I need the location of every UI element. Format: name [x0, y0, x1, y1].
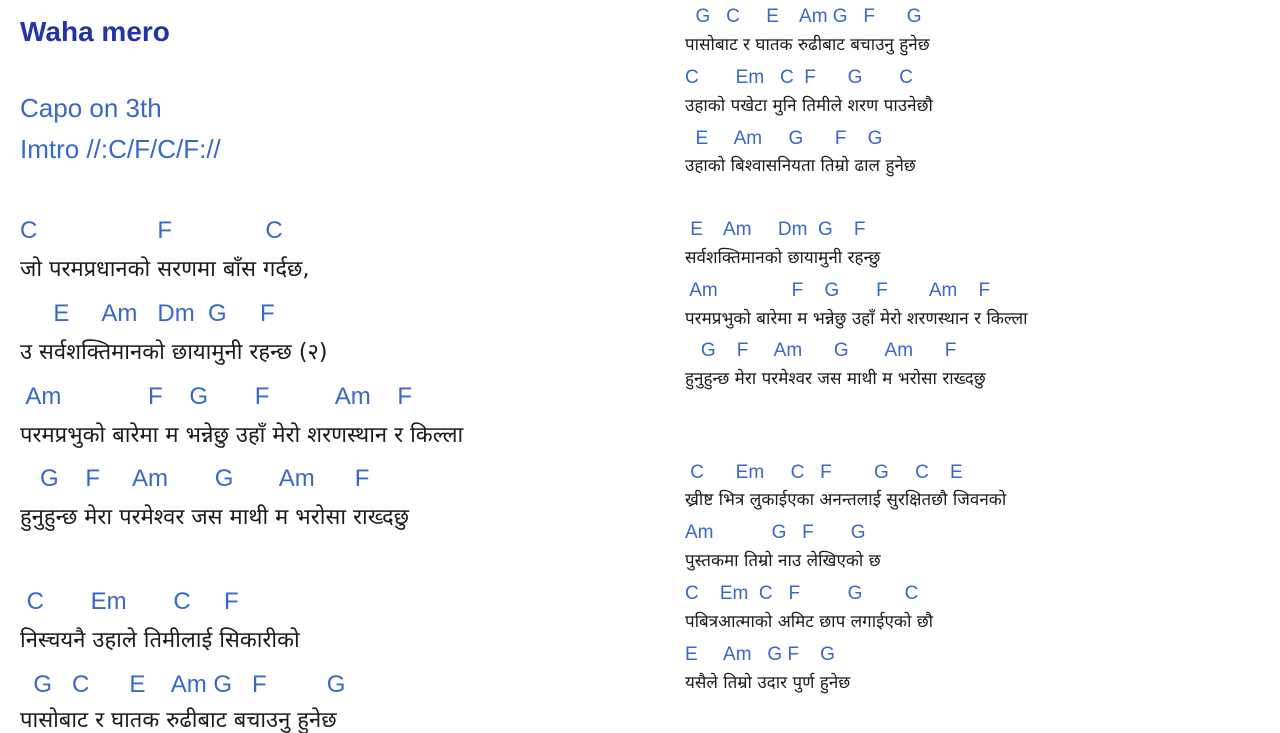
lyric-line: जो परमप्रधानको सरणमा बाँस गर्दछ,	[20, 257, 310, 282]
chord-line: E Am Dm G F	[20, 300, 275, 327]
chord-line: C Em C F G C E	[685, 462, 963, 483]
lyric-line-cut-off: पासोबाट र घातक रुढीबाट बचाउनु हुनेछ	[20, 708, 337, 733]
lyric-line: निस्चयनै उहाले तिमीलाई सिकारीको	[20, 628, 300, 653]
intro-line: Imtro //:C/F/C/F://	[20, 134, 221, 164]
chord-line: E Am G F G	[685, 128, 883, 149]
lyric-line: पबित्रआत्माको अमिट छाप लगाईएको छौ	[685, 612, 934, 632]
lyric-line: उ सर्वशक्तिमानको छायामुनी रहन्छ (२)	[20, 340, 328, 365]
lyric-line: उहाको बिश्वासनियता तिम्रो ढाल हुनेछ	[685, 156, 916, 176]
chord-line: C Em C F G C	[685, 67, 914, 88]
lyric-line: पुस्तकमा तिम्रो नाउ लेखिएको छ	[685, 551, 881, 571]
chord-line: Am F G F Am F	[685, 280, 991, 301]
chord-line: C Em C F	[20, 588, 239, 615]
chord-line: Am F G F Am F	[20, 383, 413, 410]
chord-line: E Am G F G	[685, 644, 835, 665]
chord-line: C Em C F G C	[685, 583, 919, 604]
chord-line: Am G F G	[685, 522, 866, 543]
lyric-line: उहाको पखेटा मुनि तिमीले शरण पाउनेछौ	[685, 96, 933, 116]
lyric-line: यसैले तिम्रो उदार पुर्ण हुनेछ	[685, 673, 851, 693]
capo-line: Capo on 3th	[20, 93, 162, 123]
chord-line: C F C	[20, 217, 283, 244]
lyric-line: हुनुहुन्छ मेरा परमेश्वर जस माथी म भरोसा राख्दछु	[685, 369, 986, 389]
lyric-line: सर्वशक्तिमानको छायामुनी रहन्छु	[685, 248, 881, 268]
lyric-line: परमप्रभुको बारेमा म भन्नेछु उहाँ मेरो शरणस्थान र किल्ला	[20, 423, 464, 448]
chord-line: E Am Dm G F	[685, 219, 866, 240]
right-column	[640, 0, 1280, 720]
lyric-line: हुनुहुन्छ मेरा परमेश्वर जस माथी म भरोसा राख्दछु	[20, 505, 410, 530]
chord-line: G C E Am G F G	[20, 671, 346, 698]
chord-line: G C E Am G F G	[685, 6, 922, 27]
chord-line: G F Am G Am F	[20, 465, 370, 492]
lyric-line: पासोबाट र घातक रुढीबाट बचाउनु हुनेछ	[685, 35, 930, 55]
song-title: Waha mero	[20, 16, 170, 47]
lyric-line: ख्रीष्ट भित्र लुकाईएका अनन्तलाई सुरक्षितछौ जिवनको	[685, 490, 1007, 510]
chord-line: G F Am G Am F	[685, 340, 957, 361]
lyric-line: परमप्रभुको बारेमा म भन्नेछु उहाँ मेरो शरणस्थान र किल्ला	[685, 309, 1028, 329]
